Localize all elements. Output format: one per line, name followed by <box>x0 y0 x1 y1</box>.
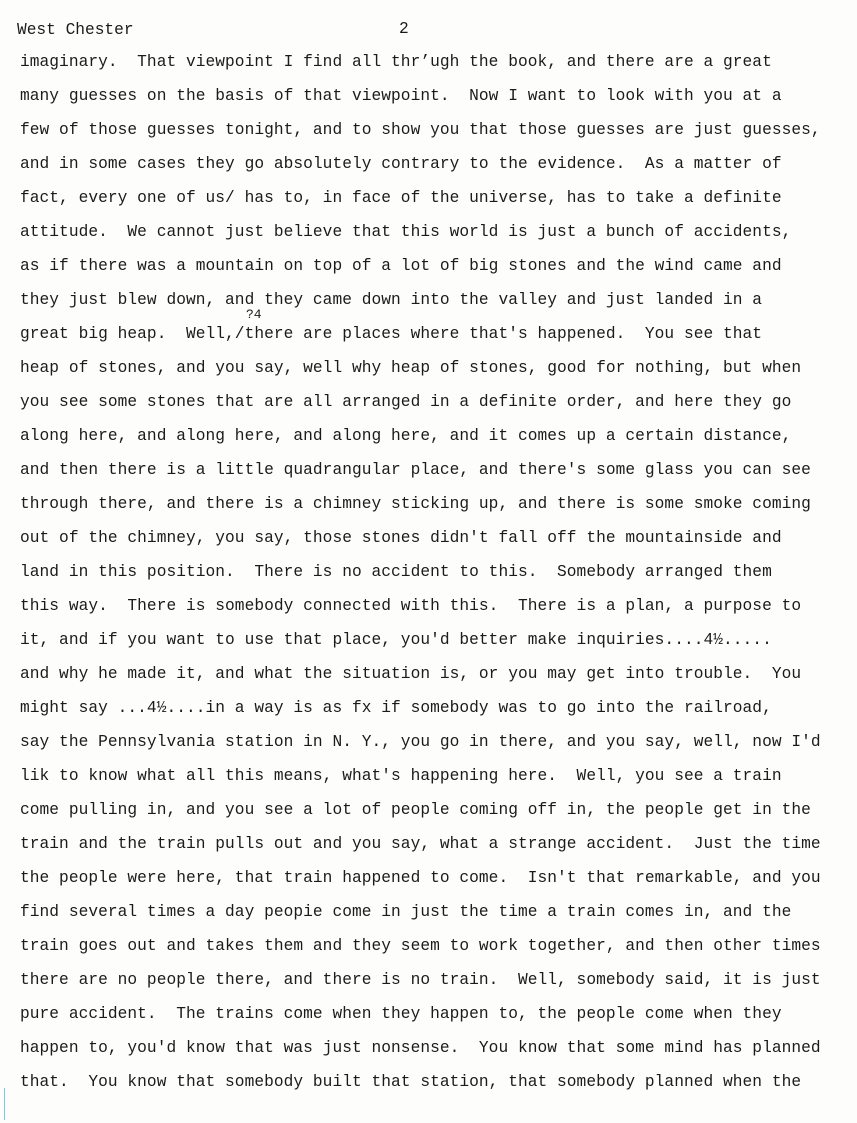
text-line: the people were here, that train happened to come. Isn't that remarkable, and you <box>20 869 821 887</box>
text-line: imaginary. That viewpoint I find all thr’ugh the book, and there are a great <box>20 53 772 71</box>
text-line: few of those guesses tonight, and to show you that those guesses are just guesses, <box>20 121 821 139</box>
text-line: train and the train pulls out and you say, what a strange accident. Just the time <box>20 835 821 853</box>
text-line: fact, every one of us/ has to, in face of the universe, has to take a definite <box>20 189 782 207</box>
text-line: that. You know that somebody built that station, that somebody planned when the <box>20 1073 802 1091</box>
text-line: through there, and there is a chimney sticking up, and there is some smoke coming <box>20 495 811 513</box>
text-line: heap of stones, and you say, well why heap of stones, good for nothing, but when <box>20 359 802 377</box>
text-line: along here, and along here, and along here, and it comes up a certain distance, <box>20 427 792 445</box>
text-line: it, and if you want to use that place, you'd better make inquiries....4½..... <box>20 631 772 649</box>
text-line: you see some stones that are all arranged in a definite order, and here they go <box>20 393 792 411</box>
text-line: happen to, you'd know that was just nonsense. You know that some mind has planned <box>20 1039 821 1057</box>
text-line: might say ...4½....in a way is as fx if somebody was to go into the railroad, <box>20 699 772 717</box>
text-line: as if there was a mountain on top of a lot of big stones and the wind came and <box>20 257 782 275</box>
text-line: great big heap. Well,/there are places where that's happened. You see that <box>20 325 763 343</box>
text-line: find several times a day peopie come in just the time a train comes in, and the <box>20 903 792 921</box>
text-line: come pulling in, and you see a lot of people coming off in, the people get in the <box>20 801 811 819</box>
text-line: lik to know what all this means, what's happening here. Well, you see a train <box>20 767 782 785</box>
text-line: land in this position. There is no accident to this. Somebody arranged them <box>20 563 772 581</box>
header-title: West Chester <box>17 21 134 39</box>
text-line: attitude. We cannot just believe that this world is just a bunch of accidents, <box>20 223 792 241</box>
page-number: 2 <box>399 20 409 38</box>
text-line: many guesses on the basis of that viewpoint. Now I want to look with you at a <box>20 87 782 105</box>
text-line: train goes out and takes them and they seem to work together, and then other times <box>20 937 821 955</box>
margin-line <box>4 1088 5 1120</box>
text-line: and in some cases they go absolutely contrary to the evidence. As a matter of <box>20 155 782 173</box>
text-line: out of the chimney, you say, those stones didn't fall off the mountainside and <box>20 529 782 547</box>
text-line: they just blew down, and they came down into the valley and just landed in a <box>20 291 763 309</box>
text-line: pure accident. The trains come when they happen to, the people come when they <box>20 1005 782 1023</box>
text-line: and why he made it, and what the situation is, or you may get into trouble. You <box>20 665 802 683</box>
text-line: this way. There is somebody connected with this. There is a plan, a purpose to <box>20 597 802 615</box>
text-line: there are no people there, and there is no train. Well, somebody said, it is just <box>20 971 821 989</box>
handwritten-margin-note: ?4 <box>246 307 262 322</box>
text-line: and then there is a little quadrangular place, and there's some glass you can see <box>20 461 811 479</box>
text-line: say the Pennsylvania station in N. Y., you go in there, and you say, well, now I'd <box>20 733 821 751</box>
